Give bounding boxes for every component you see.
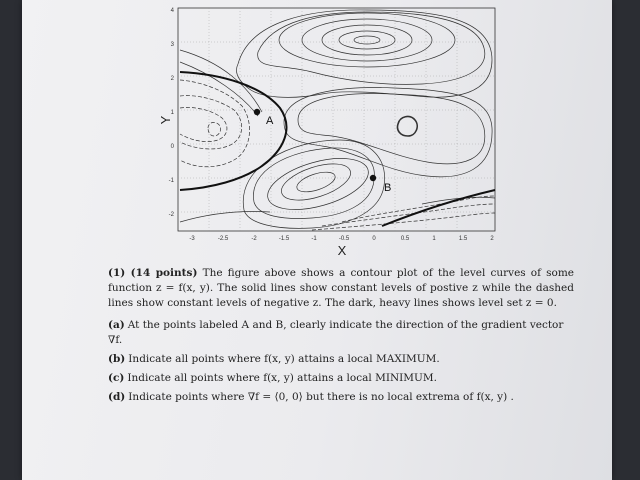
negative-contours	[180, 80, 495, 230]
y-tick-labels	[169, 8, 175, 218]
x-tick: 1	[432, 236, 436, 242]
plot-frame	[178, 8, 495, 231]
problem-parts	[108, 318, 574, 405]
x-tick: -0.5	[338, 236, 350, 242]
x-tick: 1.5	[458, 236, 468, 242]
point-a-marker[interactable]	[254, 109, 260, 115]
y-tick: -2	[168, 212, 174, 218]
paper-sheet	[22, 0, 612, 480]
x-tick: -2.5	[217, 236, 229, 242]
y-tick: 1	[170, 110, 174, 116]
problem-number: (1) (14 points)	[108, 267, 198, 279]
part-text: Indicate points where ∇f = ⟨0, 0⟩ but there is no local extrema of f(x, y) .	[128, 391, 514, 403]
lower-basin-contours	[243, 140, 384, 228]
positive-contours	[180, 10, 495, 222]
x-tick: -1.5	[278, 236, 290, 242]
part-label: (d)	[108, 391, 126, 403]
part-text: Indicate all points where f(x, y) attains a local MAXIMUM.	[128, 353, 440, 365]
y-axis-label: Y	[158, 115, 173, 125]
contour-plot	[22, 0, 612, 270]
problem-statement	[108, 266, 574, 311]
part-a	[108, 318, 574, 348]
y-tick: -1	[168, 178, 174, 184]
y-tick: 4	[170, 8, 174, 14]
part-label: (c)	[108, 372, 125, 384]
x-tick: 2	[490, 236, 494, 242]
grid-lines	[178, 8, 495, 231]
x-tick: 0	[372, 236, 376, 242]
point-b-marker[interactable]	[370, 175, 376, 181]
problem-intro: The figure above shows a contour plot of the level curves of some function z = f(x, y). The solid lines show constant levels of postive z while the dashed lines show constant levels of negative z. The dark, heavy lines shows level set z = 0.	[108, 267, 575, 309]
part-d	[108, 390, 574, 405]
part-b	[108, 352, 574, 367]
part-c	[108, 371, 574, 386]
y-tick: 2	[170, 76, 174, 82]
part-text: Indicate all points where f(x, y) attains a local MINIMUM.	[127, 372, 437, 384]
problem-block	[108, 266, 574, 409]
part-text: At the points labeled A and B, clearly indicate the direction of the gradient vector ∇f.	[108, 319, 564, 346]
x-tick: -3	[189, 236, 195, 242]
point-a-label: A	[266, 115, 274, 127]
y-tick: 0	[170, 144, 174, 150]
x-axis-label: X	[337, 243, 347, 258]
x-tick: -2	[251, 236, 257, 242]
part-label: (b)	[108, 353, 126, 365]
x-tick: -1	[311, 236, 317, 242]
part-label: (a)	[108, 319, 125, 331]
x-tick-labels	[189, 236, 494, 242]
y-tick: 3	[170, 42, 174, 48]
x-tick: 0.5	[400, 236, 410, 242]
point-b-label: B	[384, 182, 392, 194]
